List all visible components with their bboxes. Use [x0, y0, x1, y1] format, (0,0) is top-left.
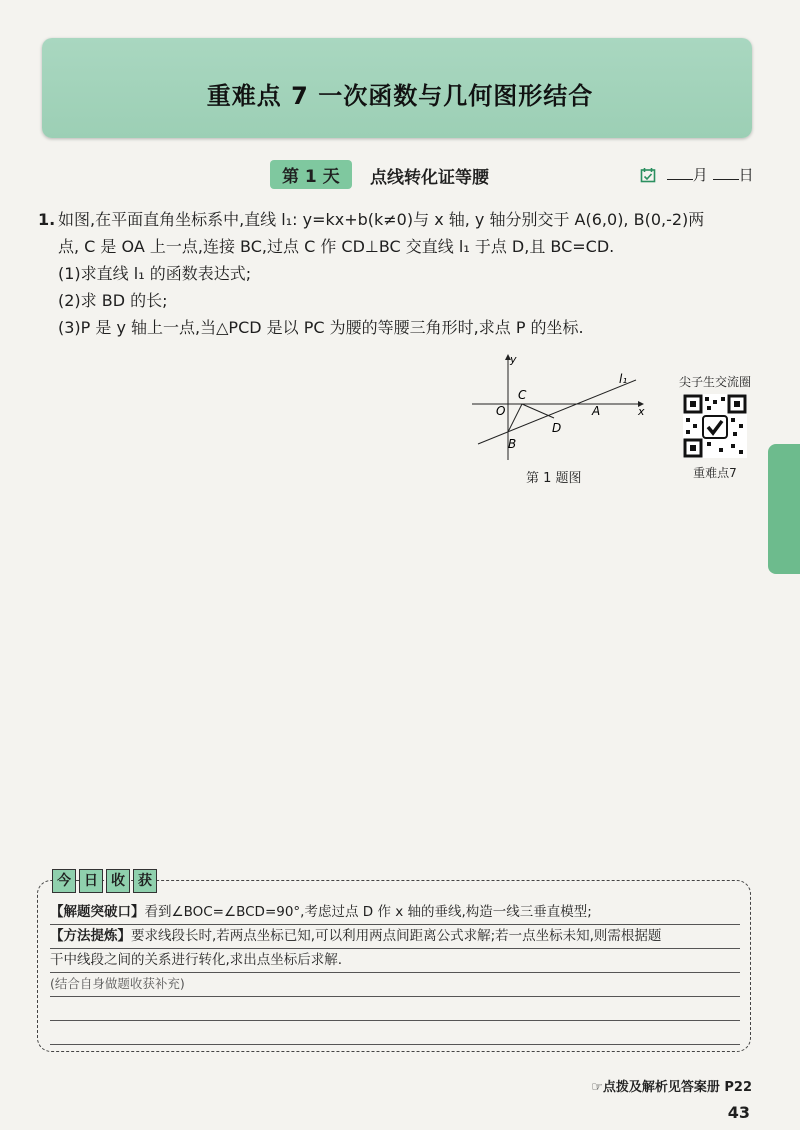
qr-label-bottom: 重难点7: [693, 466, 737, 480]
day-subtitle: 点线转化证等腰: [370, 168, 489, 188]
day-header: [270, 160, 770, 188]
summary-text: 看到∠BOC=∠BCD=90°,考虑过点 D 作 x 轴的垂线,构造一线三垂直模型;: [144, 904, 592, 920]
question-text-line: 如图,在平面直角坐标系中,直线 l₁: y=kx+b(k≠0)与 x 轴, y 轴分别交于 A(6,0), B(0,-2)两: [58, 210, 705, 229]
day-blank: [713, 165, 739, 180]
label-B: B: [508, 437, 517, 451]
summary-line: [50, 949, 740, 973]
question-part-1: (1)求直线 l₁ 的函数表达式;: [58, 264, 252, 283]
summary-text: 要求线段长时,若两点坐标已知,可以利用两点间距离公式求解;若一点坐标未知,则需根据题: [131, 928, 662, 944]
label-y: y: [510, 353, 517, 366]
summary-blank-line[interactable]: [50, 997, 740, 1021]
summary-box: [37, 873, 751, 1052]
summary-heading-char: 今: [52, 869, 76, 893]
date-field: [640, 164, 754, 185]
summary-line: [50, 973, 740, 997]
summary-line: [50, 925, 740, 949]
question-part-2: (2)求 BD 的长;: [58, 291, 168, 310]
summary-heading-char: 收: [106, 869, 130, 893]
qr-label-top: 尖子生交流圈: [678, 375, 751, 389]
tag-breakthrough: 【解题突破口】: [50, 904, 145, 920]
question-number: 1.: [38, 210, 56, 229]
label-D: D: [552, 421, 562, 435]
day-label: 日: [738, 166, 754, 184]
summary-blank-line[interactable]: [50, 1021, 740, 1045]
summary-text: (结合自身做题收获补充): [50, 976, 185, 991]
summary-line: [50, 901, 740, 925]
side-tab: [768, 444, 800, 574]
answer-reference: ☞点拨及解析见答案册 P22: [591, 1080, 752, 1095]
label-C: C: [518, 388, 527, 402]
label-O: O: [496, 404, 506, 418]
calendar-icon: [640, 167, 656, 183]
qr-block: [673, 373, 757, 481]
question-text-line: 点, C 是 OA 上一点,连接 BC,过点 C 作 CD⊥BC 交直线 l₁ 于点 D,且 BC=CD.: [58, 237, 615, 256]
page-number: 43: [727, 1103, 750, 1122]
summary-heading-char: 日: [79, 869, 103, 893]
day-badge: 第 1 天: [270, 160, 352, 189]
question-part-3: (3)P 是 y 轴上一点,当△PCD 是以 PC 为腰的等腰三角形时,求点 P 的坐标.: [58, 318, 584, 337]
label-A: A: [592, 404, 601, 418]
page-title: 重难点 7 一次函数与几何图形结合: [206, 82, 594, 110]
figure-caption: 第 1 题图: [526, 471, 582, 486]
summary-text: 干中线段之间的关系进行转化,求出点坐标后求解.: [50, 952, 343, 968]
label-l1: l₁: [619, 372, 628, 386]
month-label: 月: [692, 166, 708, 184]
segment-BC: [508, 404, 522, 432]
label-x: x: [638, 405, 645, 418]
month-blank: [667, 165, 693, 180]
summary-heading-char: 获: [133, 869, 157, 893]
tag-method: 【方法提炼】: [50, 928, 131, 944]
summary-heading: [52, 869, 157, 893]
qr-code-icon[interactable]: [683, 394, 747, 458]
question-1: [38, 206, 758, 341]
segment-CD: [522, 404, 554, 418]
